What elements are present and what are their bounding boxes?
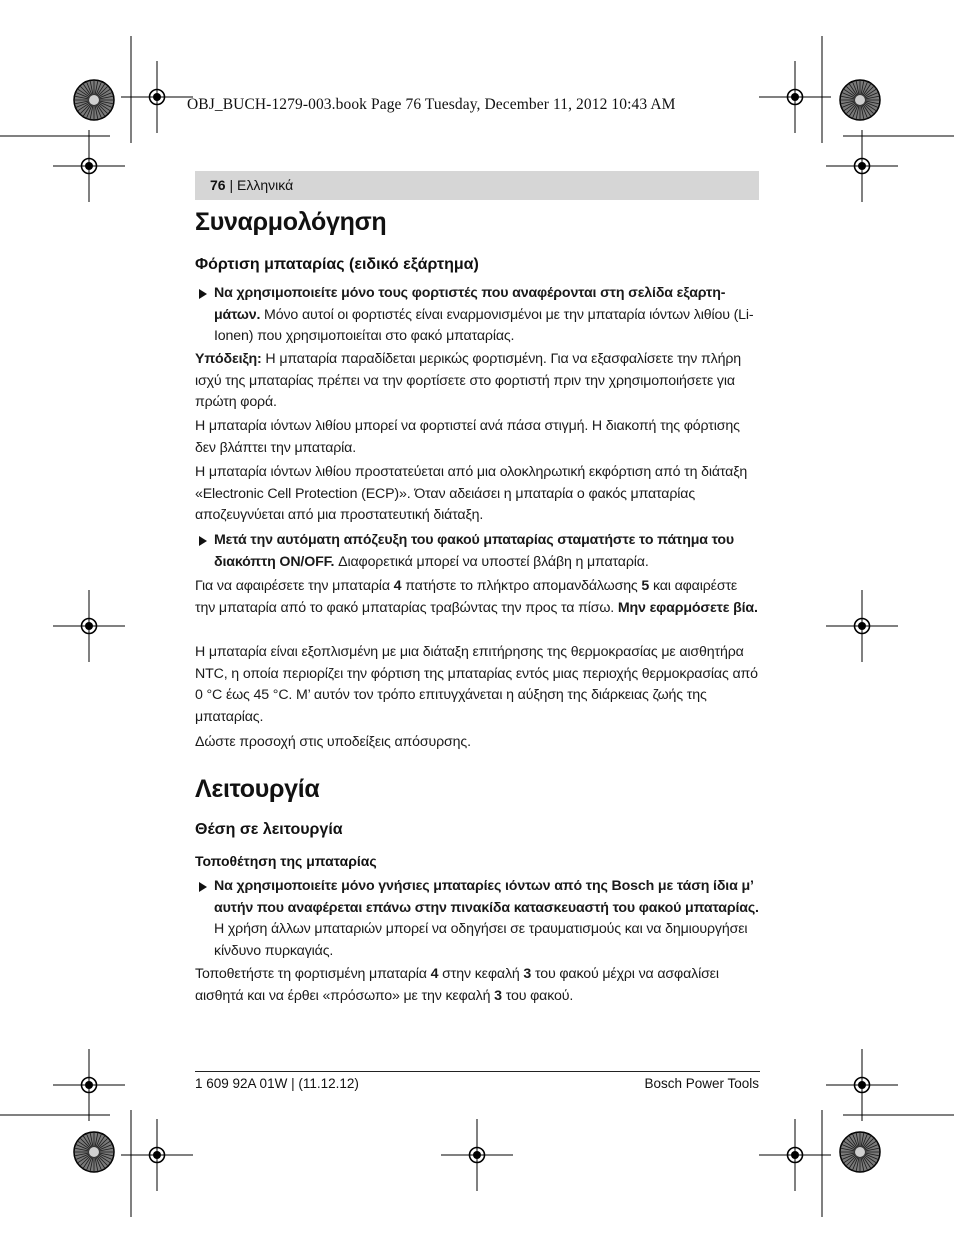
print-slug: OBJ_BUCH-1279-003.book Page 76 Tuesday, December 11, 2012 10:43 AM [187,96,676,113]
header-separator: | [225,177,237,193]
subsection-title-startup: Θέση σε λειτουργία [195,821,343,838]
section-title-operation: Λειτουργία [195,775,320,803]
bullet-text: Η χρήση άλλων μπαταριών μπορεί να οδηγήσει σε τραυματισμούς και να δημιουργήσει κίνδυνο πυρκαγιάς. [214,921,748,959]
bold-warning: Μην εφαρμόσετε βία. [617,599,758,616]
bullet-bold-text: Να χρησιμοποιείτε μόνο γνήσιες μπαταρίες ιόντων από της Bosch με τάση ίδια μ’ αυτήν που αναφέρεται επάνω στην πινακίδα κατασκευαστή του φακού μπαταρίας. [214,878,759,916]
ref-number: 5 [641,578,650,594]
subsection-title-charging: Φόρτιση μπαταρίας (ειδικό εξάρτημα) [195,256,479,273]
text-run: του φακού μέχρι να ασφαλίσει αισθητά και να έρθει «πρόσωπο» με την κεφαλή [195,966,719,1004]
note-paragraph [195,349,760,414]
paragraph-charge-anytime: Η μπαταρία ιόντων λιθίου μπορεί να φορτιστεί ανά πάσα στιγμή. Η διακοπή της φόρτισης δεν βλάπτει την μπαταρία. [195,418,740,456]
footer-brand: Bosch Power Tools [644,1076,759,1091]
paragraph-insert-battery [195,964,760,1007]
bullet-triangle-icon [199,536,207,546]
text-run: Για να αφαιρέσετε την μπαταρία [195,578,394,594]
ref-number: 4 [430,966,439,982]
ref-number: 3 [523,966,532,982]
ref-number: 3 [494,987,502,1004]
paragraph-ntc: Η μπαταρία είναι εξοπλισμένη με μια διάταξη επιτήρησης της θερμοκρασίας με αισθητήρα NTC, η οποία περιορίζει την φόρτιση της μπαταρίας εντός μιας περιοχής θερμοκρασίας από 0 °C έως 45 °C. Μ’ αυτόν τον τρόπο επιτυγχάνεται η αύξηση της διάρκειας ζωής της μπαταρίας. [195,644,758,725]
bullet-bold-text: Μετά την αυτόματη απόζευξη του φακού μπαταρίας σταματήστε το πάτημα του διακόπτη ON/OFF. [214,532,735,570]
note-label: Υπόδειξη: [195,351,262,367]
footer-document-number: 1 609 92A 01W | (11.12.12) [195,1076,359,1091]
text-run: Τοποθετήστε τη φορτισμένη μπαταρία [195,966,431,982]
bullet-triangle-icon [199,289,207,299]
paragraph-ecp: Η μπαταρία ιόντων λιθίου προστατεύεται από μια ολοκληρωτική εκφόρτιση από τη διάταξη «Electronic Cell Protection (ECP)». Όταν αδειάσει η μπαταρία ο φακός μπαταρίας αποζευγνύεται από μια προστατευτική διάταξη. [195,464,748,523]
paragraph-disposal: Δώστε προσοχή στις υποδείξεις απόσυρσης. [195,734,471,750]
ref-number: 4 [393,578,402,594]
footer-rule [195,1071,760,1072]
paragraph-remove-battery [195,576,760,619]
bullet-triangle-icon [199,882,207,892]
warning-bullet-chargers [195,283,760,348]
bullet-text: Διαφορετικά μπορεί να υποστεί βλάβη η μπαταρία. [334,553,649,570]
page-number: 76 [210,177,226,193]
subsubsection-title-insert: Τοποθέτηση της μπαταρίας [195,853,377,869]
text-run: στην κεφαλή [438,966,524,982]
bullet-bold-text: Να χρησιμοποιείτε μόνο τους φορτιστές που αναφέρονται στη σελίδα εξαρτημάτων. [214,285,726,323]
text-run: του φακού. [501,987,574,1004]
warning-bullet-switch [195,530,760,573]
text-run: και αφαιρέστε την μπαταρία από το φακό μπαταρίας τραβώντας την προς τα πίσω. [195,578,738,616]
running-header [210,177,293,193]
text-run: πατήστε το πλήκτρο απομανδάλωσης [401,578,642,594]
note-text: Η μπαταρία παραδίδεται μερικώς φορτισμένη. Για να εξασφαλίσετε την πλήρη ισχύ της μπαταρίας πρέπει να την φορτίσετε στο φορτιστή πριν την χρησιμοποιήσετε για πρώτη φορά. [195,351,741,410]
section-title-assembly: Συναρμολόγηση [195,208,387,236]
header-language: Ελληνικά [237,177,294,193]
warning-bullet-genuine-batteries [195,876,760,962]
bullet-text: Μόνο αυτοί οι φορτιστές είναι εναρμονισμένοι με την μπαταρία ιόντων λιθίου (Li-Ionen) που χρησιμοποιείται στο φακό μπαταρίας. [214,306,754,344]
